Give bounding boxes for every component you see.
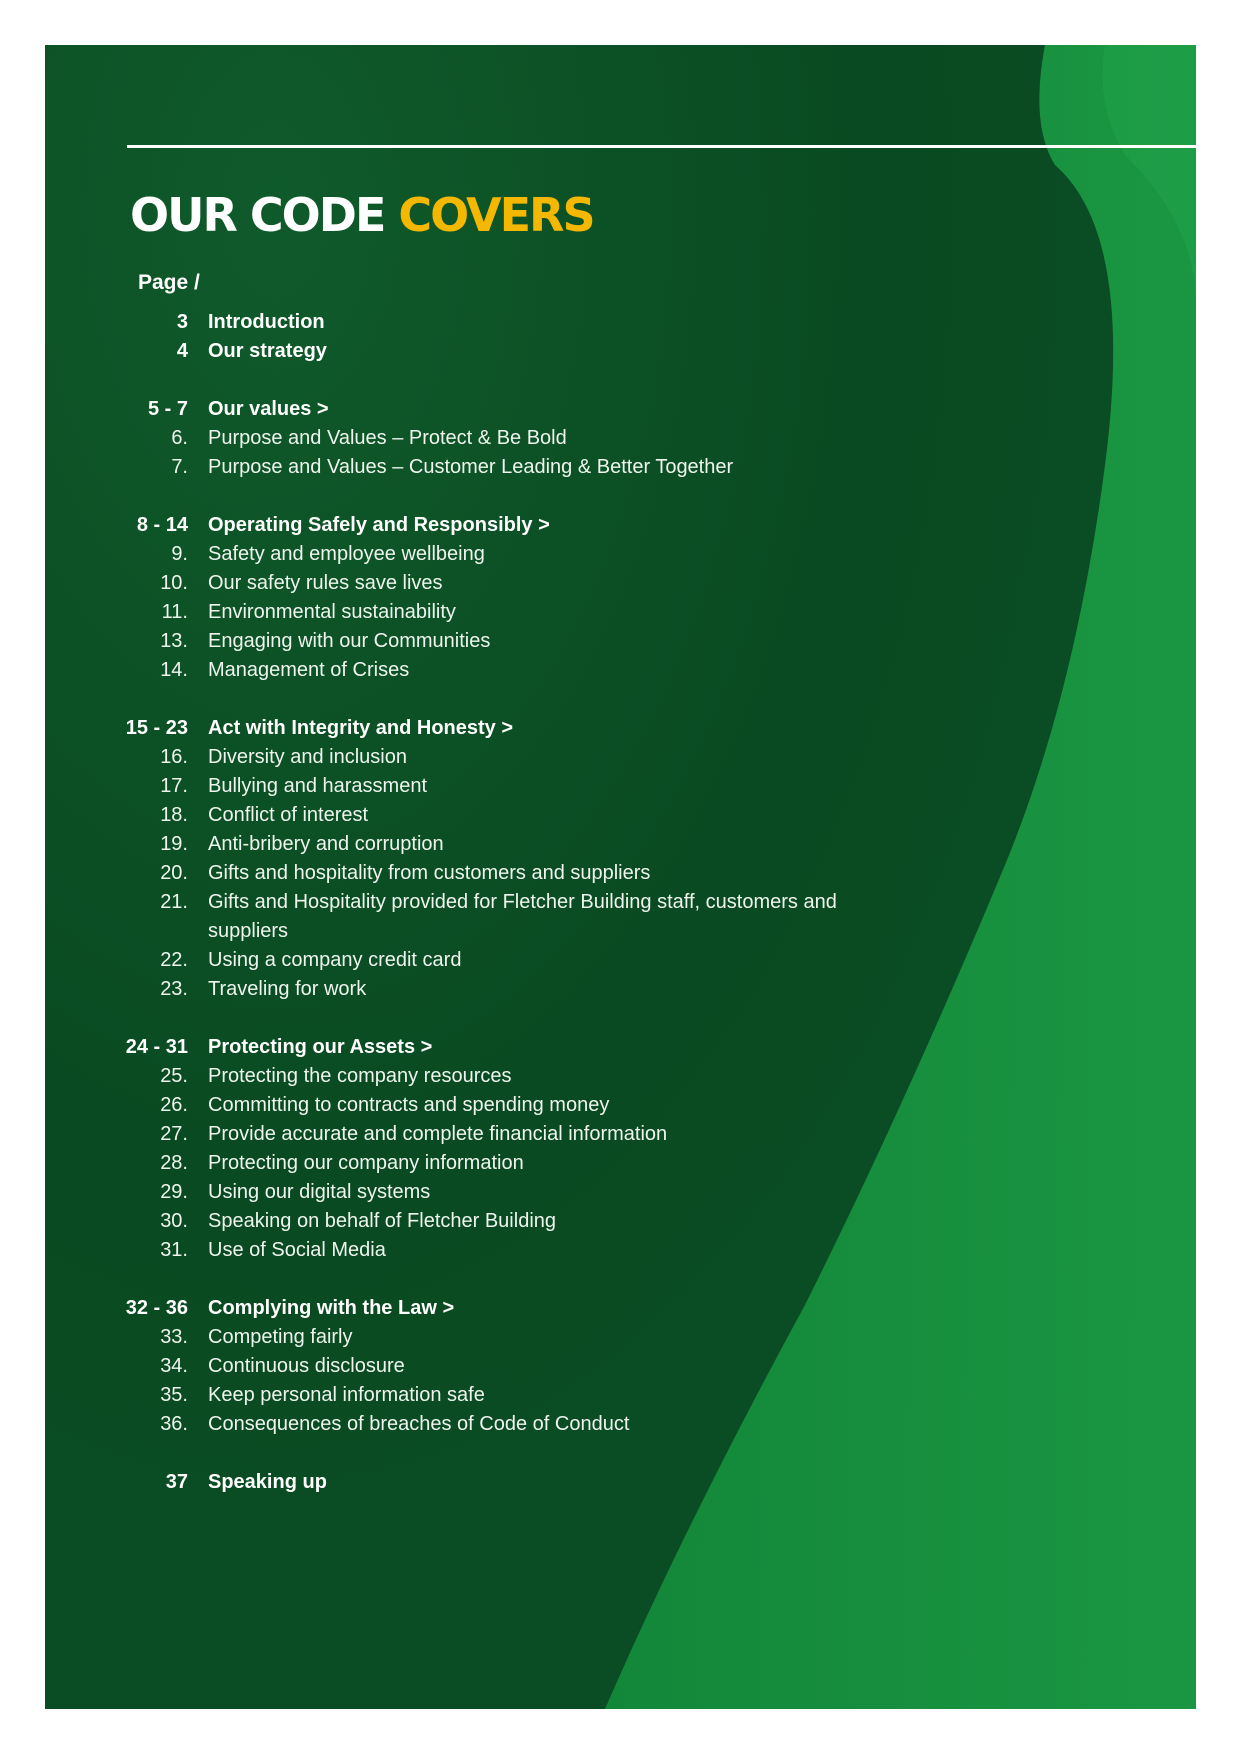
toc-page-number: 20. xyxy=(160,862,188,884)
toc-page-number: 3 xyxy=(176,311,188,333)
toc-entry-label: Purpose and Values – Protect & Be Bold xyxy=(208,427,567,449)
toc-entry[interactable] xyxy=(105,453,905,482)
toc-section-heading[interactable] xyxy=(105,395,905,424)
toc-section xyxy=(105,511,905,685)
toc-entry-label: Use of Social Media xyxy=(208,1239,386,1261)
toc-entry[interactable] xyxy=(105,888,905,946)
toc-entry-label: Consequences of breaches of Code of Conduct xyxy=(208,1413,630,1435)
toc-page-number: 21. xyxy=(160,891,188,913)
toc-page-number: 37 xyxy=(165,1471,188,1493)
title-accent: COVERS xyxy=(398,188,594,242)
toc-entry[interactable] xyxy=(105,1352,905,1381)
toc-entry-label: Using our digital systems xyxy=(208,1181,431,1203)
toc-entry[interactable] xyxy=(105,1149,905,1178)
toc-section-heading[interactable] xyxy=(105,1294,905,1323)
toc-page-number: 17. xyxy=(160,775,188,797)
toc-entry-label: Gifts and Hospitality provided for Fletcher Building staff, customers and suppliers xyxy=(208,891,837,942)
toc-entry-label: Conflict of interest xyxy=(208,804,369,826)
toc-entry[interactable] xyxy=(105,1323,905,1352)
toc-page-number: 32 - 36 xyxy=(125,1297,188,1319)
toc-page-number: 6. xyxy=(171,427,188,449)
toc-page-number: 22. xyxy=(160,949,188,971)
toc-entry-label: Anti-bribery and corruption xyxy=(208,833,444,855)
toc-entry[interactable] xyxy=(105,859,905,888)
toc-entry-label: Our safety rules save lives xyxy=(208,572,443,594)
toc-entry-label: Provide accurate and complete financial information xyxy=(208,1123,668,1145)
toc-entry[interactable] xyxy=(105,946,905,975)
toc-section-heading[interactable] xyxy=(105,337,905,366)
toc-entry-label: Environmental sustainability xyxy=(208,601,456,623)
toc-entry[interactable] xyxy=(105,975,905,1004)
toc-entry-label: Competing fairly xyxy=(208,1326,353,1348)
toc-page-number: 31. xyxy=(160,1239,188,1261)
table-of-contents xyxy=(105,308,905,1526)
toc-section-heading[interactable] xyxy=(105,308,905,337)
toc-entry-label: Gifts and hospitality from customers and suppliers xyxy=(208,862,651,884)
toc-entry[interactable] xyxy=(105,627,905,656)
toc-entry-label: Our strategy xyxy=(208,340,327,362)
toc-entry[interactable] xyxy=(105,1062,905,1091)
toc-page-number: 8 - 14 xyxy=(136,514,188,536)
toc-entry[interactable] xyxy=(105,1410,905,1439)
toc-page-number: 9. xyxy=(171,543,188,565)
toc-page-number: 35. xyxy=(160,1384,188,1406)
toc-section xyxy=(105,308,905,366)
toc-entry[interactable] xyxy=(105,830,905,859)
toc-entry-label: Management of Crises xyxy=(208,659,410,681)
toc-entry[interactable] xyxy=(105,1381,905,1410)
toc-page-number: 11. xyxy=(161,601,188,623)
toc-entry[interactable] xyxy=(105,1091,905,1120)
toc-entry-label: Operating Safely and Responsibly > xyxy=(208,514,550,536)
toc-entry[interactable] xyxy=(105,1120,905,1149)
toc-entry-label: Our values > xyxy=(208,398,329,420)
toc-section xyxy=(105,395,905,482)
toc-entry-label: Safety and employee wellbeing xyxy=(208,543,485,565)
toc-page-number: 18. xyxy=(160,804,188,826)
toc-section-heading[interactable] xyxy=(105,511,905,540)
toc-page-number: 30. xyxy=(160,1210,188,1232)
toc-entry-label: Using a company credit card xyxy=(208,949,462,971)
toc-entry-label: Act with Integrity and Honesty > xyxy=(208,717,514,739)
toc-entry-label: Purpose and Values – Customer Leading & Better Together xyxy=(208,456,734,478)
toc-entry-label: Committing to contracts and spending money xyxy=(208,1094,610,1116)
toc-page-number: 19. xyxy=(160,833,188,855)
toc-section-heading[interactable] xyxy=(105,1468,905,1497)
toc-section xyxy=(105,1294,905,1439)
toc-entry-label: Bullying and harassment xyxy=(208,775,428,797)
toc-section xyxy=(105,1033,905,1265)
toc-entry-label: Protecting our company information xyxy=(208,1152,524,1174)
toc-page-number: 13. xyxy=(160,630,188,652)
toc-entry[interactable] xyxy=(105,424,905,453)
toc-page-number: 24 - 31 xyxy=(125,1036,188,1058)
toc-entry-label: Speaking on behalf of Fletcher Building xyxy=(208,1210,557,1232)
toc-section xyxy=(105,1468,905,1497)
toc-entry-label: Keep personal information safe xyxy=(208,1384,485,1406)
toc-page-number: 14. xyxy=(160,659,188,681)
toc-entry-label: Protecting the company resources xyxy=(208,1065,512,1087)
page-panel xyxy=(45,45,1196,1709)
page-title xyxy=(130,188,594,242)
toc-page-number: 29. xyxy=(160,1181,188,1203)
toc-entry-label: Traveling for work xyxy=(208,978,367,1000)
toc-page-number: 33. xyxy=(160,1326,188,1348)
toc-page-number: 36. xyxy=(160,1413,188,1435)
toc-page-number: 16. xyxy=(160,746,188,768)
page-column-label: Page / xyxy=(138,271,200,294)
toc-page-number: 26. xyxy=(160,1094,188,1116)
toc-entry[interactable] xyxy=(105,1207,905,1236)
toc-page-number: 7. xyxy=(171,456,188,478)
toc-page-number: 10. xyxy=(160,572,188,594)
toc-page-number: 28. xyxy=(160,1152,188,1174)
toc-section xyxy=(105,714,905,1004)
toc-entry[interactable] xyxy=(105,1178,905,1207)
title-main: OUR CODE xyxy=(130,188,385,242)
toc-entry[interactable] xyxy=(105,540,905,569)
toc-entry-label: Introduction xyxy=(208,311,325,333)
toc-page-number: 4 xyxy=(176,340,188,362)
toc-section-heading[interactable] xyxy=(105,714,905,743)
toc-entry[interactable] xyxy=(105,569,905,598)
toc-entry-label: Continuous disclosure xyxy=(208,1355,405,1377)
toc-entry-label: Complying with the Law > xyxy=(208,1297,455,1319)
toc-page-number: 5 - 7 xyxy=(147,398,188,420)
toc-entry[interactable] xyxy=(105,743,905,772)
toc-entry[interactable] xyxy=(105,598,905,627)
toc-entry[interactable] xyxy=(105,1236,905,1265)
toc-entry[interactable] xyxy=(105,772,905,801)
toc-entry[interactable] xyxy=(105,801,905,830)
toc-page-number: 25. xyxy=(160,1065,188,1087)
toc-entry[interactable] xyxy=(105,656,905,685)
toc-section-heading[interactable] xyxy=(105,1033,905,1062)
toc-page-number: 15 - 23 xyxy=(125,717,188,739)
toc-entry-label: Diversity and inclusion xyxy=(208,746,407,768)
header-rule xyxy=(127,145,1196,148)
toc-entry-label: Speaking up xyxy=(208,1471,327,1493)
toc-page-number: 34. xyxy=(160,1355,188,1377)
toc-page-number: 27. xyxy=(160,1123,188,1145)
toc-page-number: 23. xyxy=(160,978,188,1000)
toc-entry-label: Engaging with our Communities xyxy=(208,630,491,652)
toc-entry-label: Protecting our Assets > xyxy=(208,1036,433,1058)
